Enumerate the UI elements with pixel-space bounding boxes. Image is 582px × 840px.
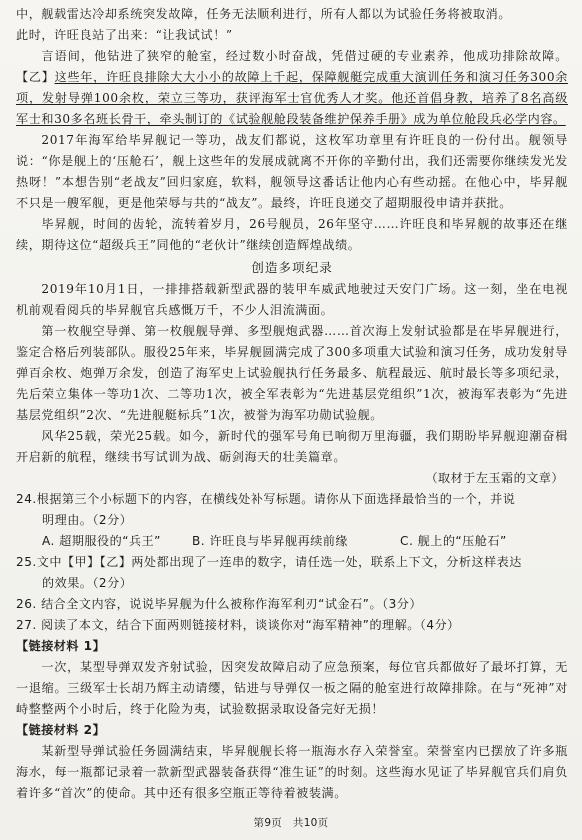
article-source: （取材于左玉霜的文章） [425,471,564,485]
question-26: 26. 结合全文内容，说说毕昇舰为什么被称作海军利刃“试金石”。（3分） [16,597,422,611]
article-paragraph: 第一枚舰空导弹、第一枚舰舰导弹、多型舰炮武器……首次海上发射试验都是在毕昇舰进行，鉴定合格后列装部队。服役25年来，毕昇舰圆满完成了300多项重大试验和演习任务，成功发射导弹百余枚、炮弹万余发，创造了海军史上试验舰执行任务最多、航程最远、航时最长等多项纪录，先后荣立集体一等功1次、二等功1次，被全军表彰为“先进基层党组织”1次，被海军表彰为“先进基层党组织”2次、“先进舰艇标兵”1次，被誉为海军功勋试验舰。 [16,324,568,422]
question-27: 27. 阅读了本文，结合下面两则链接材料，谈谈你对“海军精神”的理解。（4分） [16,618,460,632]
question-24-options [16,531,568,552]
option-a: A. 超期服役的“兵王” [42,534,161,548]
article-paragraph: 2019年10月1日，一排排搭载新型武器的装甲车威武地驶过天安门广场。这一刻，坐在电视机前观看阅兵的毕昇舰官兵感慨万千，不少人泪流满面。 [16,282,568,317]
page-footer: 第9页 共10页 [253,817,329,829]
question-text: 明理由。（2分） [42,513,133,527]
article-paragraph: 毕昇舰，时间的齿轮，流转着岁月，26号舰员，26年坚守……许旺良和毕昇舰的故事还在继续，期待这位“超级兵王”同他的“老伙计”继续创造辉煌战绩。 [16,217,568,252]
article-line: 此时，许旺良站了出来：“让我试试！” [16,28,233,42]
option-c: C. 舰上的“压舱石” [400,534,507,548]
link-material-1-heading: 【链接材料 1】 [16,639,106,653]
question-text: 25.文中【甲】【乙】两处都出现了一连串的数字，请任选一处，联系上下文，分析这样表达 [16,555,522,569]
underlined-passage-yi: 这些年，许旺良排除大大小小的故障上千起，保障舰艇完成重大演训任务和演习任务300余项，发射导弹100余枚，荣立三等功，获评海军士官优秀人才奖。他还首倡身教，培养了8名高级军士和30多名班长骨干，牵头制订的《试验舰舱段装备维护保养手册》成为单位舱段兵必学内容。 [16,70,568,126]
link-material-2-heading: 【链接材料 2】 [16,723,106,737]
question-24 [16,489,568,531]
article-paragraph [16,46,568,130]
link-material-1-text: 一次，某型导弹双发齐射试验，因突发故障启动了应急预案，每位官兵都做好了最坏打算，无一退缩。三级军士长胡乃辉主动请缨，钻进与导弹仅一板之隔的舱室进行故障排除。在与“死神”对峙整整两个小时后，终于化险为夷，试验数据录取设备完好无损！ [16,660,568,716]
link-material-2-text: 某新型导弹试验任务圆满结束，毕昇舰舰长将一瓶海水存入荣誉室。荣誉室内已摆放了许多瓶海水，每一瓶都记录着一款新型武器装备获得“准生证”的时刻。这些海水见证了毕昇舰官兵们肩负着许多“首次”的使命。其中还有很多空瓶正等待着被装满。 [16,744,568,800]
option-b: B. 许旺良与毕昇舰再续前缘 [192,534,349,548]
paragraph-text: 言语间，他钻进了狭窄的舱室，经过数小时奋战，凭借过硬的专业素养，他成功排除故障。【乙】 [16,49,568,84]
article-line: 中，舰载雷达冷却系统突发故障，任务无法顺利进行，所有人都以为试验任务将被取消。 [16,7,512,21]
question-text: 24.根据第三个小标题下的内容，在横线处补写标题。请你从下面选择最恰当的一个，并说 [16,492,516,506]
question-25 [16,552,568,594]
section-title: 创造多项纪录 [251,260,333,275]
question-text: 的效果。（2分） [42,576,133,590]
article-paragraph: 2017年海军给毕昇舰记一等功，战友们都说，这枚军功章里有许旺良的一份付出。舰领导说：“你是舰上的‘压舱石’，舰上这些年的发展成就离不开你的辛勤付出，我们还需要你继续发光发热呀！”本想告别“老战友”回归家庭，软料，舰领导这番话让他内心有些动摇。在他心中，毕昇舰不只是一艘军舰，更是他荣辱与共的“战友”。最终，许旺良递交了超期服役申请并获批。 [16,133,568,210]
article-paragraph: 风华25载，荣光25载。如今，新时代的强军号角已响彻万里海疆，我们期盼毕昇舰迎潮奋楫开启新的航程，继续书写试训为战、砺剑海天的壮美篇章。 [16,429,568,464]
